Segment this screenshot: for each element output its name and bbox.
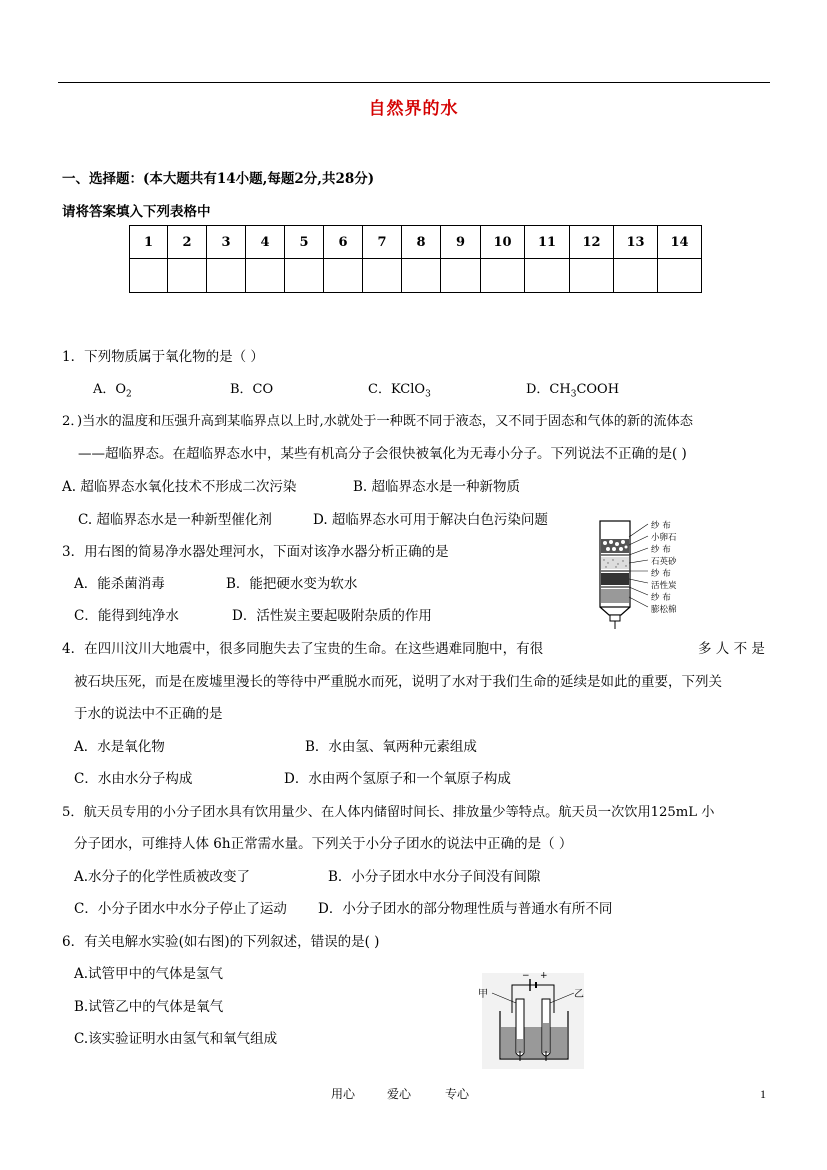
answer-cell-13[interactable] [614,259,658,293]
question-3-option-d: D．活性炭主要起吸附杂质的作用 [232,608,432,624]
question-2-line-1: 2．)当水的温度和压强升高到某临界点以上时,水就处于一种既不同于液态，又不同于固态和气体的新的流体态 [62,414,693,429]
answer-header-10: 10 [481,226,525,259]
question-5-line-1: 5．航天员专用的小分子团水具有饮用量少、在人体内储留时间长、排放量少等特点。航天员一次饮用125mL 小 [62,805,715,820]
answer-header-3: 3 [207,226,246,259]
question-3-stem: 3．用右图的简易净水器处理河水，下面对该净水器分析正确的是 [62,544,449,560]
electrolysis-diagram [482,973,584,1069]
answer-cell-14[interactable] [658,259,702,293]
question-3-option-b: B．能把硬水变为软水 [226,576,358,592]
footer-left: 用心 [331,1087,356,1101]
question-2-option-b: B. 超临界态水是一种新物质 [353,479,521,495]
answer-cell-11[interactable] [525,259,570,293]
answer-cell-1[interactable] [130,259,168,293]
water-filter-figure [596,519,686,631]
tube-label-yi: 乙 [574,989,584,1000]
filter-label-5: 纱 布 [651,569,671,579]
question-1-option-b: B．CO [230,382,274,397]
question-4-option-b: B．水由氢、氧两种元素组成 [305,739,477,755]
answer-header-13: 13 [614,226,658,259]
question-1-option-d: D．$CH_3COOH$ [526,382,620,400]
answer-header-2: 2 [168,226,207,259]
answer-header-5: 5 [285,226,324,259]
question-3-option-a: A．能杀菌消毒 [74,576,165,592]
question-5-option-a: A.水分子的化学性质被改变了 [74,869,251,885]
question-4-line-1b: 多 人 不 是 [698,641,765,657]
answer-cell-6[interactable] [324,259,363,293]
filter-label-2: 小卵石 [651,533,677,543]
question-2-line-2: ——超临界态。在超临界态水中，某些有机高分子会很快被氧化为无毒小分子。下列说法不正确的是( ) [78,446,687,462]
question-4-line-2: 被石块压死，而是在废墟里漫长的等待中严重脱水而死，说明了水对于我们生命的延续是如此的重要，下列关 [74,674,722,690]
question-4-line-3: 于水的说法中不正确的是 [74,706,223,722]
footer-middle: 爱心 [387,1087,412,1101]
question-2-option-a: A. 超临界态水氧化技术不形成二次污染 [62,479,297,495]
answer-cell-7[interactable] [363,259,402,293]
question-2-option-d: D. 超临界态水可用于解决白色污染问题 [313,512,548,528]
header-rule [58,82,770,83]
answer-cell-5[interactable] [285,259,324,293]
tube-label-jia: 甲 [478,989,488,1000]
question-1-option-c: C．KClO$_3$ [368,382,431,400]
filter-label-3: 纱 布 [651,545,671,555]
question-6-stem: 6．有关电解水实验(如右图)的下列叙述，错误的是( ) [62,934,380,950]
question-6-option-b: B.试管乙中的气体是氧气 [74,999,224,1015]
question-1-stem: 1．下列物质属于氧化物的是（ ） [62,349,264,365]
question-1-option-a: A．$O_2$ [93,382,132,400]
question-6-option-c: C.该实验证明水由氢气和氧气组成 [74,1031,278,1047]
page-number: 1 [760,1087,766,1101]
answer-header-7: 7 [363,226,402,259]
answer-cell-3[interactable] [207,259,246,293]
answer-table-answer-row [130,259,702,293]
answer-cell-4[interactable] [246,259,285,293]
answer-cell-9[interactable] [441,259,481,293]
answer-header-12: 12 [570,226,614,259]
answer-cell-8[interactable] [402,259,441,293]
answer-header-9: 9 [441,226,481,259]
negative-terminal-label: − [522,971,530,981]
question-5-option-c: C．小分子团水中水分子停止了运动 [74,901,287,917]
filter-label-1: 纱 布 [651,521,671,531]
answer-header-1: 1 [130,226,168,259]
answer-header-6: 6 [324,226,363,259]
question-3-option-c: C．能得到纯净水 [74,608,179,624]
filter-label-7: 纱 布 [651,593,671,603]
question-5-option-b: B．小分子团水中水分子间没有间隙 [328,869,541,885]
filter-label-8: 膨松棉 [651,605,677,615]
answer-header-8: 8 [402,226,441,259]
table-instruction: 请将答案填入下列表格中 [62,204,211,220]
answer-table [129,225,702,293]
answer-cell-2[interactable] [168,259,207,293]
question-5-option-d: D．小分子团水的部分物理性质与普通水有所不同 [318,901,613,917]
question-4-option-c: C．水由水分子构成 [74,771,193,787]
question-4-option-a: A．水是氧化物 [74,739,165,755]
filter-label-4: 石英砂 [651,557,677,567]
answer-header-4: 4 [246,226,285,259]
electrolysis-figure [478,971,584,1069]
answer-header-14: 14 [658,226,702,259]
footer-right: 专心 [445,1087,470,1101]
answer-header-11: 11 [525,226,570,259]
positive-terminal-label: + [540,971,548,981]
question-5-line-2: 分子团水，可维持人体 6h正常需水量。下列关于小分子团水的说法中正确的是（ ） [74,836,573,852]
question-4-line-1a: 4．在四川汶川大地震中，很多同胞失去了宝贵的生命。在这些遇难同胞中，有很 [62,641,544,657]
answer-cell-10[interactable] [481,259,525,293]
filter-label-6: 活性炭 [651,581,677,591]
question-6-option-a: A.试管甲中的气体是氢气 [74,966,224,982]
answer-table-header-row [130,226,702,259]
section-heading: 一、选择题：(本大题共有14小题,每题2分,共28分) [62,171,375,187]
answer-cell-12[interactable] [570,259,614,293]
question-2-option-c: C. 超临界态水是一种新型催化剂 [78,512,272,528]
question-4-option-d: D．水由两个氢原子和一个氧原子构成 [284,771,511,787]
page-title: 自然界的水 [368,99,459,119]
